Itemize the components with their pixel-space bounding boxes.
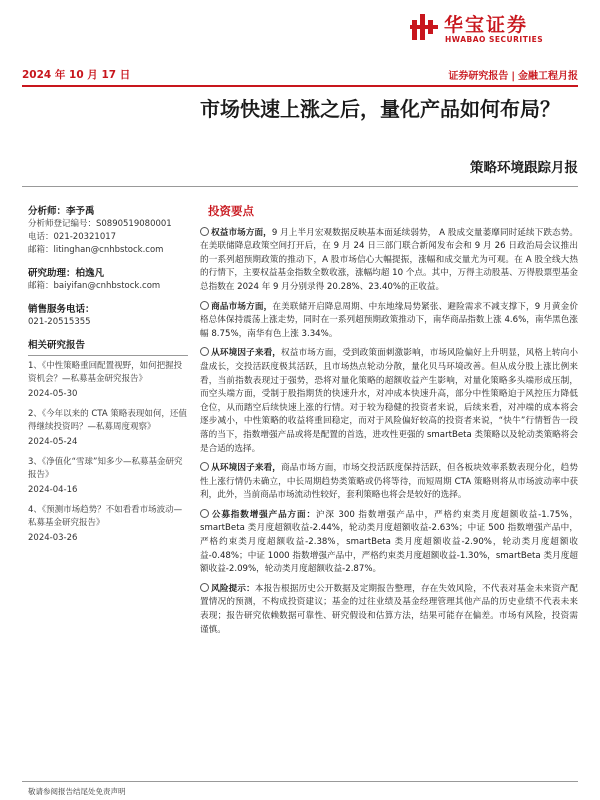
key-point-paragraph [200, 227, 578, 295]
footer-divider [22, 781, 578, 782]
key-point-paragraph [200, 509, 578, 577]
bullet-icon [200, 227, 209, 236]
paragraph-heading: 从环境因子来看， [211, 463, 282, 474]
assistant-info [28, 267, 188, 293]
tag-monthly-report: 金融工程月报 [518, 71, 578, 82]
analyst-phone: 电话：021-20321017 [28, 232, 117, 242]
page-subtitle: 策略环境跟踪月报 [470, 160, 578, 176]
related-report-title[interactable]: 3、《净值化“雪球”知多少—私募基金研究报告》 [28, 457, 183, 480]
paragraph-body: 商品市场方面，市场交投活跃度保持活跃，但各板块效率系数表现分化，趋势性上涨行情仍未确立，中长周期趋势类策略或仍将等待，而短周期 CTA 策略则将从市场波动率中获利，此外，当前商品市场流动性较好，套利策略也将会是较好的选择。 [200, 463, 578, 501]
paragraph-body: 本报告根据历史公开数据及定期报告整理，存在失效风险，不代表对基金未来资产配置情况的预测，不构成投资建议；基金的过往业绩及基金经理管理其他产品的历史业绩不代表未来表现；报告研究依赖数据可靠性、研究假设和估算方法，结果可能存在偏差。市场有风险，投资需谨慎。 [200, 583, 578, 635]
hwabao-logo-icon [410, 12, 440, 42]
sales-info [28, 303, 188, 329]
title-divider [22, 186, 578, 187]
related-report-title[interactable]: 1、《中性策略重回配置视野，如何把握投资机会？—私募基金研究报告》 [28, 361, 183, 384]
paragraph-body: 沪深 300 指数增强产品中，严格约束类月度超额收益-1.75%，smartBeta 类月度超额收益-2.44%，轮动类月度超额收益-2.63%；中证 500 指数增强产品中，严格约束类月度超额收益-2.38%，smartBeta 类月度超额收益-2.90%，轮动类月度超额收益-0.48%；中证 1000 指数增强产品中，严格约束类月度超额收益-1.30%，smartBeta 类月度超额收益-2.09%，轮动类月度超额收益-2.87%。 [200, 509, 578, 575]
sales-label: 销售服务电话： [28, 304, 95, 315]
related-report-date: 2024-03-26 [28, 533, 78, 543]
related-report-date: 2024-04-16 [28, 485, 78, 495]
tag-research-report: 证券研究报告 [448, 71, 509, 82]
brand-name-cn: 华宝证券 [444, 14, 529, 36]
paragraph-body: 9 月上半月宏观数据反映基本面延续弱势， A 股成交量萎靡同时延续下跌态势。在美联储降息政策空间打开后，在 9 月 24 日三部门联合新闻发布会和 9 月 26 日政治局会议推出的一系列超预期政策的推动下，A 股市场信心大幅提振，涨幅和成交量尤为可观。在 A 股全线大热的行情下，主要权益基金指数全数收涨，涨幅均超 10 个点。其中，万得主动股基、万得股票型基金总指数在 2024 年 9 月分别录得 20.28%、23.40%的正收益。 [200, 227, 578, 292]
report-date: 2024 年 10 月 17 日 [22, 69, 131, 81]
related-report-title[interactable]: 4、《预测市场趋势？不如看看市场波动—私募基金研究报告》 [28, 505, 183, 528]
bullet-icon [200, 509, 209, 518]
brand-logo [410, 10, 560, 52]
paragraph-body: 权益市场方面，受到政策面刺激影响，市场风险偏好上升明显，风格上转向小盘成长，交投活跃度极其活跃，且市场热点轮动分散，量化贝马环境改善。但从成分股上涨比例来看，当前指数表现过于强势，恐将对量化策略的超额收益产生影响，对量化策略多头端形成压制，而空头端方面，受制于股指期货的快速升水，对冲成本快速升高，部分中性策略迫于风控压力降低仓位，从而踏空后续快速上涨的行情。对于较为稳健的投资者来说，后续来看，对冲端的成本将会逐步减小，中性策略的收益将重回稳定，而对于风险偏好较高的投资者来说，“快牛”行情暂告一段落的当下，指数增强产品或将是配置的首选，进攻性更强的 smartBeta 类策略以及轮动类策略将会是合适的选择。 [200, 348, 578, 454]
footer-disclaimer: 敬请参阅报告结尾处免责声明 [28, 787, 126, 796]
bullet-icon [200, 347, 209, 356]
paragraph-heading: 权益市场方面， [211, 227, 272, 238]
report-tags [448, 67, 578, 82]
bullet-icon [200, 583, 209, 592]
analyst-cert: 分析师登记编号：S0890519080001 [28, 219, 172, 229]
related-reports-title: 相关研究报告 [28, 339, 188, 356]
bullet-icon [200, 301, 209, 310]
related-report-list [28, 360, 188, 545]
related-report-date: 2024-05-24 [28, 437, 78, 447]
related-report-title[interactable]: 2、《今年以来的 CTA 策略表现如何，还值得继续投资吗？—私募周度观察》 [28, 409, 187, 432]
section-title: 投资要点 [208, 204, 254, 218]
main-content [200, 205, 578, 643]
brand-name-en: HWABAO SECURITIES [445, 35, 544, 44]
header-divider [22, 85, 578, 87]
key-point-paragraph [200, 347, 578, 456]
sidebar [28, 205, 188, 552]
header-bar [22, 67, 578, 82]
analyst-name: 分析师：李予禹 [28, 206, 95, 217]
paragraph-heading: 风险提示： [211, 583, 255, 594]
paragraph-heading: 公募指数增强产品方面： [211, 509, 316, 520]
page-title: 市场快速上涨之后，量化产品如何布局？ [200, 97, 560, 121]
paragraph-heading: 商品市场方面， [211, 301, 273, 312]
assistant-name: 研究助理：柏逸凡 [28, 268, 105, 279]
key-point-paragraph [200, 301, 578, 342]
assistant-email[interactable]: 邮箱：baiyifan@cnhbstock.com [28, 281, 161, 291]
analyst-info [28, 205, 188, 257]
tag-separator: | [511, 71, 515, 82]
analyst-email[interactable]: 邮箱：litinghan@cnhbstock.com [28, 245, 164, 255]
paragraph-heading: 从环境因子来看， [211, 348, 282, 359]
key-point-paragraph [200, 583, 578, 637]
bullet-icon [200, 462, 209, 471]
paragraph-body: 在美联储开启降息周期、中东地缘局势紧张、避险需求不减支撑下，9 月黄金价格总体保持震荡上涨走势，同时在一系列超预期政策推动下，南华商品指数上涨 4.6%，南华黑色涨幅 8.75%，南华有色上涨 3.34%。 [200, 301, 578, 339]
key-point-paragraph [200, 462, 578, 503]
related-report-date: 2024-05-30 [28, 389, 78, 399]
sales-phone: 021-20515355 [28, 317, 91, 327]
